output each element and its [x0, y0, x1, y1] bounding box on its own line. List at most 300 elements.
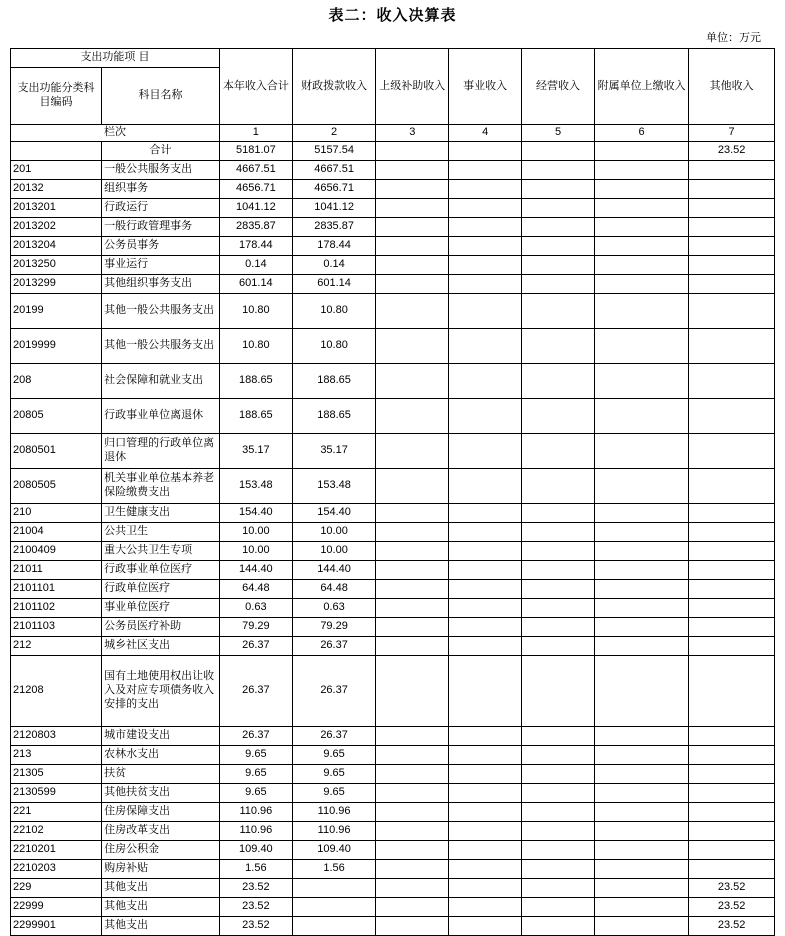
- cell-value-7: [689, 399, 775, 434]
- cell-value-6: [594, 329, 688, 364]
- cell-subject-name: 住房保障支出: [102, 803, 220, 822]
- cell-subject-name: 一般公共服务支出: [102, 161, 220, 180]
- cell-subject-name: 公务员医疗补助: [102, 618, 220, 637]
- cell-value-3: [376, 822, 449, 841]
- cell-value-2: 110.96: [292, 822, 376, 841]
- cell-value-6: [594, 180, 688, 199]
- cell-value-6: [594, 860, 688, 879]
- cell-value-3: [376, 580, 449, 599]
- cell-value-1: 0.14: [219, 256, 292, 275]
- table-row: [11, 469, 775, 504]
- table-row: [11, 294, 775, 329]
- cell-value-7: [689, 469, 775, 504]
- cell-subject-name: 住房改革支出: [102, 822, 220, 841]
- cell-subject-name: 卫生健康支出: [102, 504, 220, 523]
- cell-value-5: [522, 898, 595, 917]
- cell-value-3: [376, 180, 449, 199]
- header-col-5: 经营收入: [522, 49, 595, 125]
- cell-value-6: [594, 218, 688, 237]
- cell-subject-code: 221: [11, 803, 102, 822]
- page-title: 表二：收入决算表: [328, 7, 457, 24]
- cell-value-7: [689, 746, 775, 765]
- cell-value-4: [449, 364, 522, 399]
- cell-value-3: [376, 469, 449, 504]
- cell-value-2: 0.14: [292, 256, 376, 275]
- table-row: [11, 180, 775, 199]
- cell-value-5: [522, 746, 595, 765]
- cell-value-5: [522, 329, 595, 364]
- cell-value-4: [449, 656, 522, 727]
- table-row: [11, 504, 775, 523]
- cell-value-5: [522, 822, 595, 841]
- cell-value-7: [689, 218, 775, 237]
- table-row: [11, 329, 775, 364]
- cell-value-7: [689, 275, 775, 294]
- cell-value-5: [522, 294, 595, 329]
- cell-subject-code: 21208: [11, 656, 102, 727]
- cell-value-5: [522, 218, 595, 237]
- cell-subject-code: 2013202: [11, 218, 102, 237]
- cell-subject-code: 2120803: [11, 727, 102, 746]
- cell-value-7: [689, 637, 775, 656]
- cell-value-7: [689, 765, 775, 784]
- cell-value-7: [689, 256, 775, 275]
- cell-value-1: 178.44: [219, 237, 292, 256]
- cell-value-3: [376, 917, 449, 936]
- cell-value-6: [594, 256, 688, 275]
- cell-value-6: [594, 504, 688, 523]
- cell-subject-code: 212: [11, 637, 102, 656]
- cell-subject-name: 其他支出: [102, 879, 220, 898]
- cell-value-5: [522, 275, 595, 294]
- cell-value-6: [594, 434, 688, 469]
- cell-value-3: [376, 803, 449, 822]
- cell-subject-name: 其他一般公共服务支出: [102, 294, 220, 329]
- cell-value-2: 188.65: [292, 399, 376, 434]
- cell-value-4: [449, 784, 522, 803]
- cell-value-4: [449, 860, 522, 879]
- cell-value-2: 1.56: [292, 860, 376, 879]
- cell-value-3: [376, 542, 449, 561]
- cell-value-1: 64.48: [219, 580, 292, 599]
- cell-subject-code: 210: [11, 504, 102, 523]
- cell-value-4: [449, 599, 522, 618]
- cell-value-1: 154.40: [219, 504, 292, 523]
- table-row: [11, 879, 775, 898]
- cell-value-4: [449, 917, 522, 936]
- cell-subject-code: 2101103: [11, 618, 102, 637]
- table-row: [11, 784, 775, 803]
- cell-value-7: [689, 803, 775, 822]
- table-row: [11, 656, 775, 727]
- cell-value-3: [376, 142, 449, 161]
- header-col-4: 事业收入: [449, 49, 522, 125]
- cell-subject-code: 2013299: [11, 275, 102, 294]
- table-row: [11, 860, 775, 879]
- cell-value-2: [292, 898, 376, 917]
- table-row: [11, 542, 775, 561]
- cell-value-4: [449, 765, 522, 784]
- cell-value-4: [449, 803, 522, 822]
- table-row: [11, 898, 775, 917]
- cell-value-1: 0.63: [219, 599, 292, 618]
- cell-value-4: [449, 199, 522, 218]
- cell-value-2: 110.96: [292, 803, 376, 822]
- cell-value-2: 9.65: [292, 746, 376, 765]
- cell-value-6: [594, 784, 688, 803]
- cell-value-6: [594, 917, 688, 936]
- cell-value-6: [594, 294, 688, 329]
- cell-value-6: [594, 364, 688, 399]
- cell-subject-code: 2100409: [11, 542, 102, 561]
- cell-value-7: [689, 542, 775, 561]
- cell-value-6: [594, 879, 688, 898]
- cell-value-4: [449, 256, 522, 275]
- cell-value-3: [376, 746, 449, 765]
- cell-value-6: [594, 275, 688, 294]
- cell-value-2: 2835.87: [292, 218, 376, 237]
- cell-value-5: [522, 637, 595, 656]
- colnum-1: 1: [219, 125, 292, 142]
- cell-value-3: [376, 256, 449, 275]
- cell-value-1: 26.37: [219, 656, 292, 727]
- cell-subject-name: 其他一般公共服务支出: [102, 329, 220, 364]
- cell-value-4: [449, 180, 522, 199]
- cell-value-4: [449, 580, 522, 599]
- cell-subject-name: 购房补贴: [102, 860, 220, 879]
- cell-value-7: [689, 180, 775, 199]
- cell-value-3: [376, 161, 449, 180]
- cell-value-3: [376, 727, 449, 746]
- cell-subject-code: 2013201: [11, 199, 102, 218]
- cell-value-1: 188.65: [219, 399, 292, 434]
- cell-value-7: [689, 580, 775, 599]
- table-row: [11, 199, 775, 218]
- cell-value-1: 4656.71: [219, 180, 292, 199]
- cell-subject-code: 229: [11, 879, 102, 898]
- cell-subject-name: 行政运行: [102, 199, 220, 218]
- cell-value-2: 144.40: [292, 561, 376, 580]
- header-col-7: 其他收入: [689, 49, 775, 125]
- cell-value-7: [689, 561, 775, 580]
- cell-value-3: [376, 399, 449, 434]
- cell-value-1: 110.96: [219, 822, 292, 841]
- cell-subject-code: 2013250: [11, 256, 102, 275]
- cell-value-3: [376, 765, 449, 784]
- cell-value-4: [449, 434, 522, 469]
- cell-value-3: [376, 561, 449, 580]
- cell-subject-name: 公务员事务: [102, 237, 220, 256]
- cell-value-7: [689, 523, 775, 542]
- cell-value-5: [522, 142, 595, 161]
- cell-value-1: 79.29: [219, 618, 292, 637]
- header-col-6: 附属单位上缴收入: [594, 49, 688, 125]
- cell-subject-name: 其他组织事务支出: [102, 275, 220, 294]
- table-body: [11, 142, 775, 936]
- cell-value-1: 2835.87: [219, 218, 292, 237]
- column-number-row: [11, 125, 775, 142]
- cell-value-1: 4667.51: [219, 161, 292, 180]
- cell-value-4: [449, 469, 522, 504]
- cell-value-4: [449, 329, 522, 364]
- cell-value-2: 0.63: [292, 599, 376, 618]
- cell-value-5: [522, 860, 595, 879]
- cell-value-4: [449, 161, 522, 180]
- table-row: [11, 434, 775, 469]
- cell-subject-name: 扶贫: [102, 765, 220, 784]
- cell-value-7: [689, 822, 775, 841]
- cell-value-6: [594, 618, 688, 637]
- cell-value-2: 26.37: [292, 727, 376, 746]
- header-subject-code: 支出功能分类科目编码: [11, 68, 102, 125]
- cell-value-6: [594, 580, 688, 599]
- cell-value-3: [376, 218, 449, 237]
- cell-value-6: [594, 237, 688, 256]
- cell-subject-code: 2080501: [11, 434, 102, 469]
- cell-value-1: 10.80: [219, 329, 292, 364]
- cell-value-3: [376, 329, 449, 364]
- cell-value-4: [449, 237, 522, 256]
- table-row: [11, 917, 775, 936]
- cell-subject-code: 2013204: [11, 237, 102, 256]
- cell-value-1: 110.96: [219, 803, 292, 822]
- cell-subject-name: 社会保障和就业支出: [102, 364, 220, 399]
- table-row: [11, 580, 775, 599]
- cell-value-4: [449, 504, 522, 523]
- cell-value-2: 601.14: [292, 275, 376, 294]
- cell-subject-code: 2101101: [11, 580, 102, 599]
- cell-value-6: [594, 599, 688, 618]
- cell-subject-code: 21011: [11, 561, 102, 580]
- cell-value-3: [376, 294, 449, 329]
- cell-subject-name: 公共卫生: [102, 523, 220, 542]
- cell-value-5: [522, 434, 595, 469]
- cell-value-2: 35.17: [292, 434, 376, 469]
- cell-value-1: 5181.07: [219, 142, 292, 161]
- cell-value-6: [594, 142, 688, 161]
- table-row: [11, 275, 775, 294]
- cell-subject-name: 行政事业单位医疗: [102, 561, 220, 580]
- cell-value-7: [689, 656, 775, 727]
- cell-subject-name: 一般行政管理事务: [102, 218, 220, 237]
- cell-value-5: [522, 199, 595, 218]
- cell-value-4: [449, 727, 522, 746]
- cell-value-3: [376, 879, 449, 898]
- cell-value-4: [449, 294, 522, 329]
- cell-value-2: 9.65: [292, 784, 376, 803]
- cell-value-3: [376, 364, 449, 399]
- header-group-expenditure-items: 支出功能项 目: [11, 49, 220, 68]
- cell-value-1: 23.52: [219, 879, 292, 898]
- cell-value-6: [594, 803, 688, 822]
- cell-value-2: 154.40: [292, 504, 376, 523]
- cell-subject-code: [11, 142, 102, 161]
- cell-value-4: [449, 218, 522, 237]
- cell-value-3: [376, 898, 449, 917]
- colnum-5: 5: [522, 125, 595, 142]
- cell-subject-name: 行政事业单位离退休: [102, 399, 220, 434]
- cell-value-4: [449, 275, 522, 294]
- cell-value-3: [376, 237, 449, 256]
- cell-value-1: 35.17: [219, 434, 292, 469]
- cell-subject-code: 2101102: [11, 599, 102, 618]
- table-row: [11, 618, 775, 637]
- cell-value-6: [594, 199, 688, 218]
- cell-subject-code: 2210203: [11, 860, 102, 879]
- revenue-final-accounts-table: [10, 48, 775, 936]
- cell-value-4: [449, 898, 522, 917]
- cell-value-5: [522, 523, 595, 542]
- cell-value-3: [376, 199, 449, 218]
- cell-value-4: [449, 399, 522, 434]
- cell-subject-code: 20132: [11, 180, 102, 199]
- cell-value-6: [594, 841, 688, 860]
- header-group-row: [11, 49, 775, 68]
- cell-value-4: [449, 822, 522, 841]
- table-row: [11, 364, 775, 399]
- cell-subject-name: 事业单位医疗: [102, 599, 220, 618]
- cell-value-7: [689, 199, 775, 218]
- table-row: [11, 523, 775, 542]
- cell-value-1: 10.00: [219, 542, 292, 561]
- cell-value-6: [594, 561, 688, 580]
- cell-value-7: [689, 841, 775, 860]
- cell-value-2: 4667.51: [292, 161, 376, 180]
- cell-value-6: [594, 656, 688, 727]
- cell-value-5: [522, 803, 595, 822]
- cell-value-1: 601.14: [219, 275, 292, 294]
- table-row: [11, 822, 775, 841]
- cell-value-4: [449, 746, 522, 765]
- cell-value-7: [689, 364, 775, 399]
- cell-subject-code: 20199: [11, 294, 102, 329]
- cell-value-5: [522, 917, 595, 936]
- cell-value-2: 188.65: [292, 364, 376, 399]
- cell-value-7: [689, 504, 775, 523]
- cell-value-3: [376, 504, 449, 523]
- cell-value-7: 23.52: [689, 917, 775, 936]
- cell-value-1: 10.80: [219, 294, 292, 329]
- header-col-3: 上级补助收入: [376, 49, 449, 125]
- cell-subject-name: 城市建设支出: [102, 727, 220, 746]
- table-header: [11, 49, 775, 142]
- colnum-7: 7: [689, 125, 775, 142]
- cell-subject-code: 2019999: [11, 329, 102, 364]
- cell-subject-code: 21004: [11, 523, 102, 542]
- cell-value-4: [449, 542, 522, 561]
- cell-value-1: 23.52: [219, 917, 292, 936]
- cell-subject-name: 机关事业单位基本养老保险缴费支出: [102, 469, 220, 504]
- cell-value-2: 178.44: [292, 237, 376, 256]
- cell-value-5: [522, 618, 595, 637]
- cell-value-2: 109.40: [292, 841, 376, 860]
- cell-value-7: 23.52: [689, 142, 775, 161]
- cell-subject-code: 22102: [11, 822, 102, 841]
- cell-value-7: [689, 434, 775, 469]
- cell-value-2: 5157.54: [292, 142, 376, 161]
- cell-subject-code: 2080505: [11, 469, 102, 504]
- table-row: [11, 399, 775, 434]
- cell-value-5: [522, 256, 595, 275]
- cell-value-5: [522, 765, 595, 784]
- header-subject-name: 科目名称: [102, 68, 220, 125]
- cell-subject-code: 2299901: [11, 917, 102, 936]
- colnum-3: 3: [376, 125, 449, 142]
- header-col-1: 本年收入合计: [219, 49, 292, 125]
- cell-value-2: 9.65: [292, 765, 376, 784]
- cell-subject-code: 22999: [11, 898, 102, 917]
- cell-value-1: 23.52: [219, 898, 292, 917]
- cell-subject-name: 其他扶贫支出: [102, 784, 220, 803]
- cell-value-6: [594, 399, 688, 434]
- cell-value-6: [594, 898, 688, 917]
- cell-value-1: 1041.12: [219, 199, 292, 218]
- cell-subject-code: 21305: [11, 765, 102, 784]
- table-row: [11, 803, 775, 822]
- cell-subject-code: 201: [11, 161, 102, 180]
- cell-value-7: [689, 784, 775, 803]
- cell-value-2: 26.37: [292, 637, 376, 656]
- cell-subject-name: 其他支出: [102, 898, 220, 917]
- colnum-4: 4: [449, 125, 522, 142]
- table-row: [11, 765, 775, 784]
- table-row: [11, 561, 775, 580]
- cell-subject-code: 208: [11, 364, 102, 399]
- cell-value-6: [594, 822, 688, 841]
- cell-value-1: 9.65: [219, 784, 292, 803]
- table-row: [11, 237, 775, 256]
- colnum-6: 6: [594, 125, 688, 142]
- cell-subject-name: 国有土地使用权出让收入及对应专项债务收入安排的支出: [102, 656, 220, 727]
- cell-value-5: [522, 364, 595, 399]
- table-row: [11, 142, 775, 161]
- cell-subject-code: 20805: [11, 399, 102, 434]
- cell-subject-code: 2210201: [11, 841, 102, 860]
- cell-value-7: [689, 727, 775, 746]
- cell-value-3: [376, 656, 449, 727]
- cell-value-4: [449, 523, 522, 542]
- cell-value-5: [522, 784, 595, 803]
- cell-value-4: [449, 561, 522, 580]
- colnum-2: 2: [292, 125, 376, 142]
- cell-subject-name: 行政单位医疗: [102, 580, 220, 599]
- cell-value-4: [449, 879, 522, 898]
- cell-value-3: [376, 784, 449, 803]
- cell-subject-name: 重大公共卫生专项: [102, 542, 220, 561]
- cell-value-2: 153.48: [292, 469, 376, 504]
- cell-value-7: [689, 161, 775, 180]
- cell-value-4: [449, 142, 522, 161]
- table-row: [11, 746, 775, 765]
- cell-value-5: [522, 727, 595, 746]
- cell-value-3: [376, 275, 449, 294]
- unit-label: 单位：万元: [706, 32, 761, 44]
- cell-subject-code: 213: [11, 746, 102, 765]
- cell-value-6: [594, 765, 688, 784]
- cell-value-7: [689, 329, 775, 364]
- cell-value-2: 26.37: [292, 656, 376, 727]
- cell-value-4: [449, 637, 522, 656]
- table-row: [11, 599, 775, 618]
- table-row: [11, 727, 775, 746]
- table-row: [11, 841, 775, 860]
- cell-value-1: 26.37: [219, 727, 292, 746]
- cell-value-6: [594, 523, 688, 542]
- cell-value-2: 1041.12: [292, 199, 376, 218]
- cell-value-2: [292, 917, 376, 936]
- cell-value-2: 79.29: [292, 618, 376, 637]
- cell-subject-name: 合计: [102, 142, 220, 161]
